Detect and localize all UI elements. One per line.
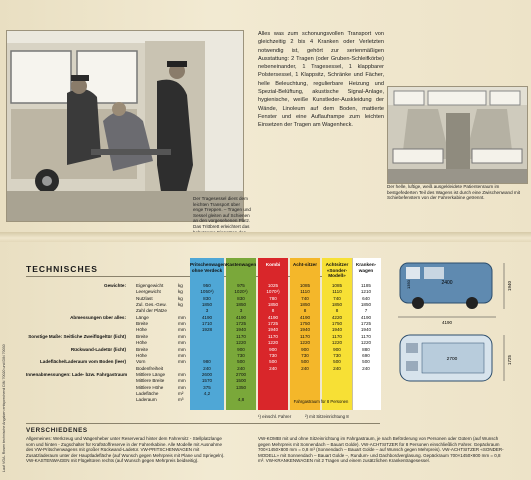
- spec-cell: 240: [237, 365, 245, 371]
- spec-cell: 1220: [235, 340, 247, 346]
- page-fold: [0, 232, 531, 242]
- spec-row-label: Vorn: [136, 359, 146, 365]
- footnote-sitz: ²) mit Sitzeinrichtung 8: [305, 414, 349, 419]
- spec-cell: 740: [301, 295, 309, 301]
- seating-note: Fahrgastraum für 8 Personen: [293, 399, 349, 404]
- spec-cell: 1185: [361, 283, 371, 288]
- spec-row-label: Mittlere Länge: [136, 371, 166, 377]
- spec-cell: 240: [301, 365, 309, 371]
- side-imprint: Lauf VGA- Rosen technische Angaben entsprechend DIN 70020 und DIN 70030: [2, 344, 6, 472]
- col-header-kombi: Kombi: [265, 262, 281, 267]
- spec-cell: 900: [237, 346, 245, 352]
- spec-cell: 880: [362, 346, 370, 352]
- spec-cell: 1850: [201, 302, 213, 308]
- spec-row-unit: kg: [178, 295, 183, 301]
- spec-cell: 240: [203, 365, 211, 371]
- dim-cargo-length: 2700: [446, 357, 458, 362]
- spec-cell: 1110: [300, 289, 310, 295]
- spec-cell: 730: [301, 352, 309, 358]
- spec-group-label: Rückwand-Ladetür (licht): [70, 346, 126, 352]
- spec-cell: 830: [237, 295, 245, 301]
- spec-cell: 1050¹): [200, 289, 214, 295]
- spec-row-unit: mm: [178, 359, 186, 365]
- spec-cell: 690: [362, 352, 370, 358]
- col-header-pritschenwagen: Pritschenwagen ohne Verdeck: [190, 262, 226, 273]
- misc-text-right: VW-KOMBI mit und ohne Sitzeinrichtung im Fahrgastraum, je nach Beförderung von Personen oder Gütern (auf Wunsch gegen Mehrpreis mit Sonnendach – Bauart Golde). VW-ACHTSITZER für 8 Personen einschließlich Fahrer. Gepäckraum 700×1450×800 mm = 0,8 m³ (Sonnendach – Bauart Golde – auf Wunsch gegen Mehrpreis). VW-ACHTSITZER «SONDER-MODELL» mit Sonnendach – Bauart Golde –, Rundum- und Dachbordverglasung. Gepäckraum 700×1450×800 mm = 0,8 m³. VW-KRANKENWAGEN mit 2 Tragen und einem zusätzlichen Krankentragesessel.: [258, 436, 504, 464]
- spec-cell: 1350: [235, 384, 247, 390]
- spec-cell: 2700: [235, 371, 247, 377]
- dim-height-inner: 1350: [406, 280, 411, 289]
- spec-cell: 4190: [267, 314, 279, 320]
- spec-row-unit: mm: [178, 352, 186, 358]
- spec-row-label: Breite: [136, 321, 149, 327]
- spec-cell: 500: [333, 359, 341, 365]
- spec-cell: 975: [237, 283, 245, 288]
- spec-cell: 1170: [268, 333, 278, 339]
- spec-row-label: Leergewicht: [136, 289, 161, 295]
- spec-cell: 980: [203, 359, 211, 365]
- spec-cell: 1750: [299, 321, 311, 327]
- spec-cell: 4,2: [203, 390, 211, 396]
- spec-cell: 3: [205, 308, 209, 314]
- spec-cell: 1928: [201, 327, 213, 333]
- stretcher-loading-photo: [6, 30, 244, 222]
- spec-cell: 4190: [201, 314, 213, 320]
- patient-space-photo: [387, 86, 528, 184]
- spec-row-unit: mm: [178, 371, 186, 377]
- spec-cell: 1170: [361, 333, 371, 339]
- spec-group-label: Abmessungen über alles:: [70, 314, 126, 320]
- spec-group-label: Innenabmessungen: Lade- bzw. Fahrgastraum: [26, 371, 128, 377]
- spec-row-label: Höhe: [136, 340, 147, 346]
- spec-group-label: Gewichte:: [104, 283, 126, 288]
- spec-cell: 2600: [201, 371, 213, 377]
- spec-cell: 1220: [299, 340, 311, 346]
- spec-row-unit: kg: [178, 302, 183, 308]
- spec-row-unit: m²: [178, 390, 184, 396]
- spec-cell: 640: [362, 295, 370, 301]
- spec-cell: 1850: [299, 302, 311, 308]
- spec-cell: 4190: [235, 314, 247, 320]
- spec-cell: 730: [333, 352, 341, 358]
- spec-row-unit: mm: [178, 340, 186, 346]
- col-header-sondermodell: Achtsitzer «Sonder-Modell»: [325, 262, 349, 279]
- spec-cell: 1940: [299, 327, 311, 333]
- spec-cell: 1025: [267, 283, 279, 288]
- spec-cell: 1220: [331, 340, 343, 346]
- spec-cell: 1940: [360, 327, 372, 333]
- col-header-krankenwagen: Kranken-wagen: [355, 262, 377, 273]
- spec-row-label: Eigengewicht: [136, 283, 164, 288]
- spec-cell: 500: [362, 359, 370, 365]
- spec-row-unit: mm: [178, 333, 186, 339]
- col-header-kastenwagen: Kastenwagen: [226, 262, 257, 267]
- spec-row-unit: mm: [178, 314, 186, 320]
- spec-cell: 1070¹): [266, 289, 280, 295]
- spec-group-label: Ladefläche/Laderaum vom Boden (leer): [39, 359, 126, 365]
- spec-cell: 500: [237, 359, 245, 365]
- spec-row-label: Höhe: [136, 327, 147, 333]
- spec-cell: 900: [269, 346, 277, 352]
- spec-cell: 4220: [331, 314, 343, 320]
- spec-cell: 3: [239, 308, 243, 314]
- spec-cell: 1940: [267, 327, 279, 333]
- spec-cell: 1220: [360, 340, 372, 346]
- spec-cell: 7: [364, 308, 368, 314]
- spec-row-label: Bodenfreiheit: [136, 365, 164, 371]
- spec-cell: 240: [333, 365, 341, 371]
- spec-cell: 1710: [201, 321, 213, 327]
- spec-cell: 1170: [300, 333, 310, 339]
- spec-cell: 1850: [235, 302, 247, 308]
- spec-row-label: Breite: [136, 333, 149, 339]
- dim-length: 4190: [441, 320, 453, 325]
- spec-cell: 1725: [235, 321, 247, 327]
- spec-row-label: Mittlere Höhe: [136, 384, 164, 390]
- spec-cell: 8: [271, 308, 275, 314]
- spec-cell: 1085: [299, 283, 311, 288]
- misc-text-left: Allgemeines: Werkzeug und Wagenheber unter Reserverad hinter dem Fahrersitz - Stellplatzlange vorn und hinten - Zugschalter für Kraftstoffreserve in der Fahrerkabine. Alle Modelle mit Ausnahme des VW-Pritschenwagens mit großer Rückwand-Ladetür. VW-PRITSCHENWAGEN mit Zusatzladeraum unter der Hauptladefläche (auf Wunsch gegen Mehrpreis mit Plane und Spriegeln). VW-KASTENWAGEN mit Flügeltüren rechts (auf Wunsch gegen Mehrpreis beidseitig).: [26, 436, 225, 464]
- spec-cell: 1940: [235, 327, 247, 333]
- spec-cell: 500: [301, 359, 309, 365]
- spec-row-label: Ladefläche: [136, 390, 159, 396]
- spec-cell: 1940: [331, 327, 343, 333]
- dim-wheelbase: 2400: [441, 280, 453, 286]
- vehicle-dimension-drawings: [392, 253, 524, 423]
- dim-height: 1940: [507, 280, 512, 291]
- col-header-achtsitzer: Acht-sitzer: [292, 262, 318, 267]
- spec-cell: 1170: [332, 333, 342, 339]
- section-title-verschiedenes: VERSCHIEDENES: [26, 427, 88, 434]
- spec-cell: 900: [333, 346, 341, 352]
- spec-row-label: Zahl der Plätze: [136, 308, 167, 314]
- spec-cell: 1085: [331, 283, 343, 288]
- spec-cell: 1500: [235, 378, 247, 384]
- spec-cell: 4,8: [237, 397, 245, 403]
- spec-row-label: Zul. Ges.-Gew.: [136, 302, 167, 308]
- spec-cell: 1850: [360, 302, 372, 308]
- spec-cell: 900: [301, 346, 309, 352]
- spec-row-unit: kg: [178, 289, 183, 295]
- photo-caption-left: Der Tragesessel dient dem leichten Transport über enge Treppen. – Tragen und Sessel gleiten auf Schienen an den vorgesehenen Platz. Das Trittbrett erleichtert das: [193, 196, 251, 229]
- spec-row-label: Laderaum: [136, 397, 157, 403]
- spec-cell: 1020¹): [234, 289, 248, 295]
- spec-cell: 730: [237, 352, 245, 358]
- spec-row-unit: mm: [178, 327, 186, 333]
- spec-cell: 950: [203, 283, 211, 288]
- spec-cell: 1750: [331, 321, 343, 327]
- spec-cell: 1110: [332, 289, 342, 295]
- spec-cell: 8: [303, 308, 307, 314]
- divider-line-bottom: [26, 423, 380, 424]
- spec-cell: 740: [333, 295, 341, 301]
- dim-width: 1725: [507, 354, 512, 365]
- spec-row-label: Nutzlast: [136, 295, 153, 301]
- section-title-technical: TECHNISCHES: [26, 264, 98, 274]
- spec-cell: 1570: [201, 378, 213, 384]
- spec-cell: 4190: [360, 314, 372, 320]
- spec-cell: 1170: [236, 333, 246, 339]
- spec-cell: 1210: [360, 289, 372, 295]
- spec-row-unit: mm: [178, 378, 186, 384]
- photo-caption-right: Der helle, luftige, weiß ausgekleidete Patientenraum im bestgefederten Teil des Wagens ist durch eine Zwischenwand mit Schiebefenstern von der Fahrerkabine getrennt.: [387, 184, 521, 201]
- spec-row-label: Länge: [136, 314, 149, 320]
- spec-cell: 1850: [331, 302, 343, 308]
- spec-cell: 1725: [267, 321, 279, 327]
- spec-row-unit: mm: [178, 321, 186, 327]
- spec-row-label: Höhe: [136, 352, 147, 358]
- spec-cell: 830: [203, 295, 211, 301]
- spec-row-unit: mm: [178, 346, 186, 352]
- spec-row-label: Breite: [136, 346, 149, 352]
- spec-cell: 240: [269, 365, 277, 371]
- footnote-fahrer: ¹) einschl. Fahrer: [258, 414, 292, 419]
- intro-text: Alles was zum schonungsvollen Transport von gleichzeitig 2 bis 4 Kranken oder Verletzten notwendig ist, gehört zur serienmäßigen Ausstattung: 2 Tragen (oder Gruben-Schleifkörbe) nebeneinander, 1 Tragesessel, 1 klappbarer Polstersessel, 1 Klappsitz, Schränke und Fächer, helle Beleuchtung, regulierbare Heizung und Spezial-Belüftung, akustische Signal-Anlage, hygienische, weiße Kunstleder-Auskleidung der Wände, Linoleum auf dem Boden, mattierte Fenster und eine Auflauframpe zum leichten Einsetzen der Tragen am Wagenheck.: [258, 31, 384, 129]
- spec-row-unit: mm: [178, 384, 186, 390]
- spec-cell: 4190: [299, 314, 311, 320]
- spec-row-unit: kg: [178, 283, 183, 288]
- spec-cell: 1725: [360, 321, 372, 327]
- spec-cell: 780: [269, 295, 277, 301]
- spec-group-label: Sonstige Maße: Seitliche Zweiflügeltür (licht): [28, 333, 126, 339]
- spec-cell: 1220: [267, 340, 279, 346]
- spec-row-unit: m³: [178, 397, 184, 403]
- spec-cell: 500: [269, 359, 277, 365]
- spec-cell: 1850: [267, 302, 279, 308]
- spec-row-label: Mittlere Breite: [136, 378, 165, 384]
- spec-cell: 240: [362, 365, 370, 371]
- spec-cell: 375: [203, 384, 211, 390]
- spec-cell: 8: [335, 308, 339, 314]
- spec-cell: 730: [269, 352, 277, 358]
